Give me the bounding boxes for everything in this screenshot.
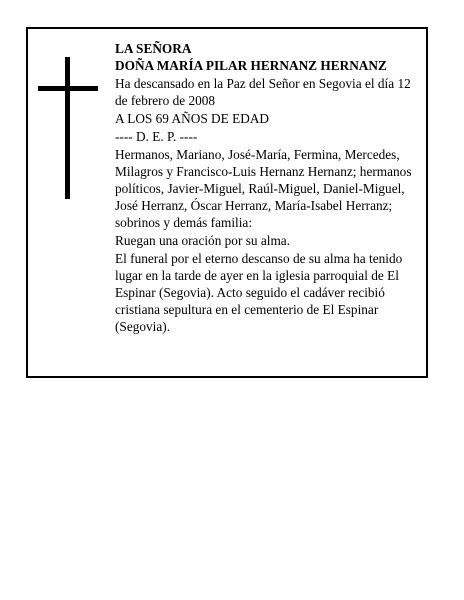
age-line: A LOS 69 AÑOS DE EDAD [115, 111, 270, 126]
funeral-info: El funeral por el eterno descanso de su alma ha tenido lugar en la tarde de ayer en la iglesia parroquial de El Espinar (Segovia). Acto seguido el cadáver recibió cristiana sepultura en el cementerio de El Espinar (Segovia). [115, 251, 403, 334]
death-info: Ha descansado en la Paz del Señor en Segovia el día 12 de febrero de 2008 [115, 76, 411, 108]
cross-horizontal-bar [38, 86, 98, 91]
rip-line: ---- D. E. P. ---- [115, 129, 198, 144]
obituary-notice [26, 27, 428, 378]
family-list: Hermanos, Mariano, José-María, Fermina, Mercedes, Milagros y Francisco-Luis Hernanz Hernanz; hermanos políticos, Javier-Miguel, Raúl-Miguel, Daniel-Miguel, José Herranz, Óscar Herranz, María-Isabel Herranz; sobrinos y demás familia: [115, 147, 412, 230]
notice-title: LA SEÑORA [115, 41, 192, 56]
prayer-request: Ruegan una oración por su alma. [115, 233, 291, 248]
cross-icon [38, 57, 98, 199]
cross-vertical-bar [65, 57, 70, 199]
notice-text [115, 40, 415, 335]
deceased-name: DOÑA MARÍA PILAR HERNANZ HERNANZ [115, 58, 387, 73]
